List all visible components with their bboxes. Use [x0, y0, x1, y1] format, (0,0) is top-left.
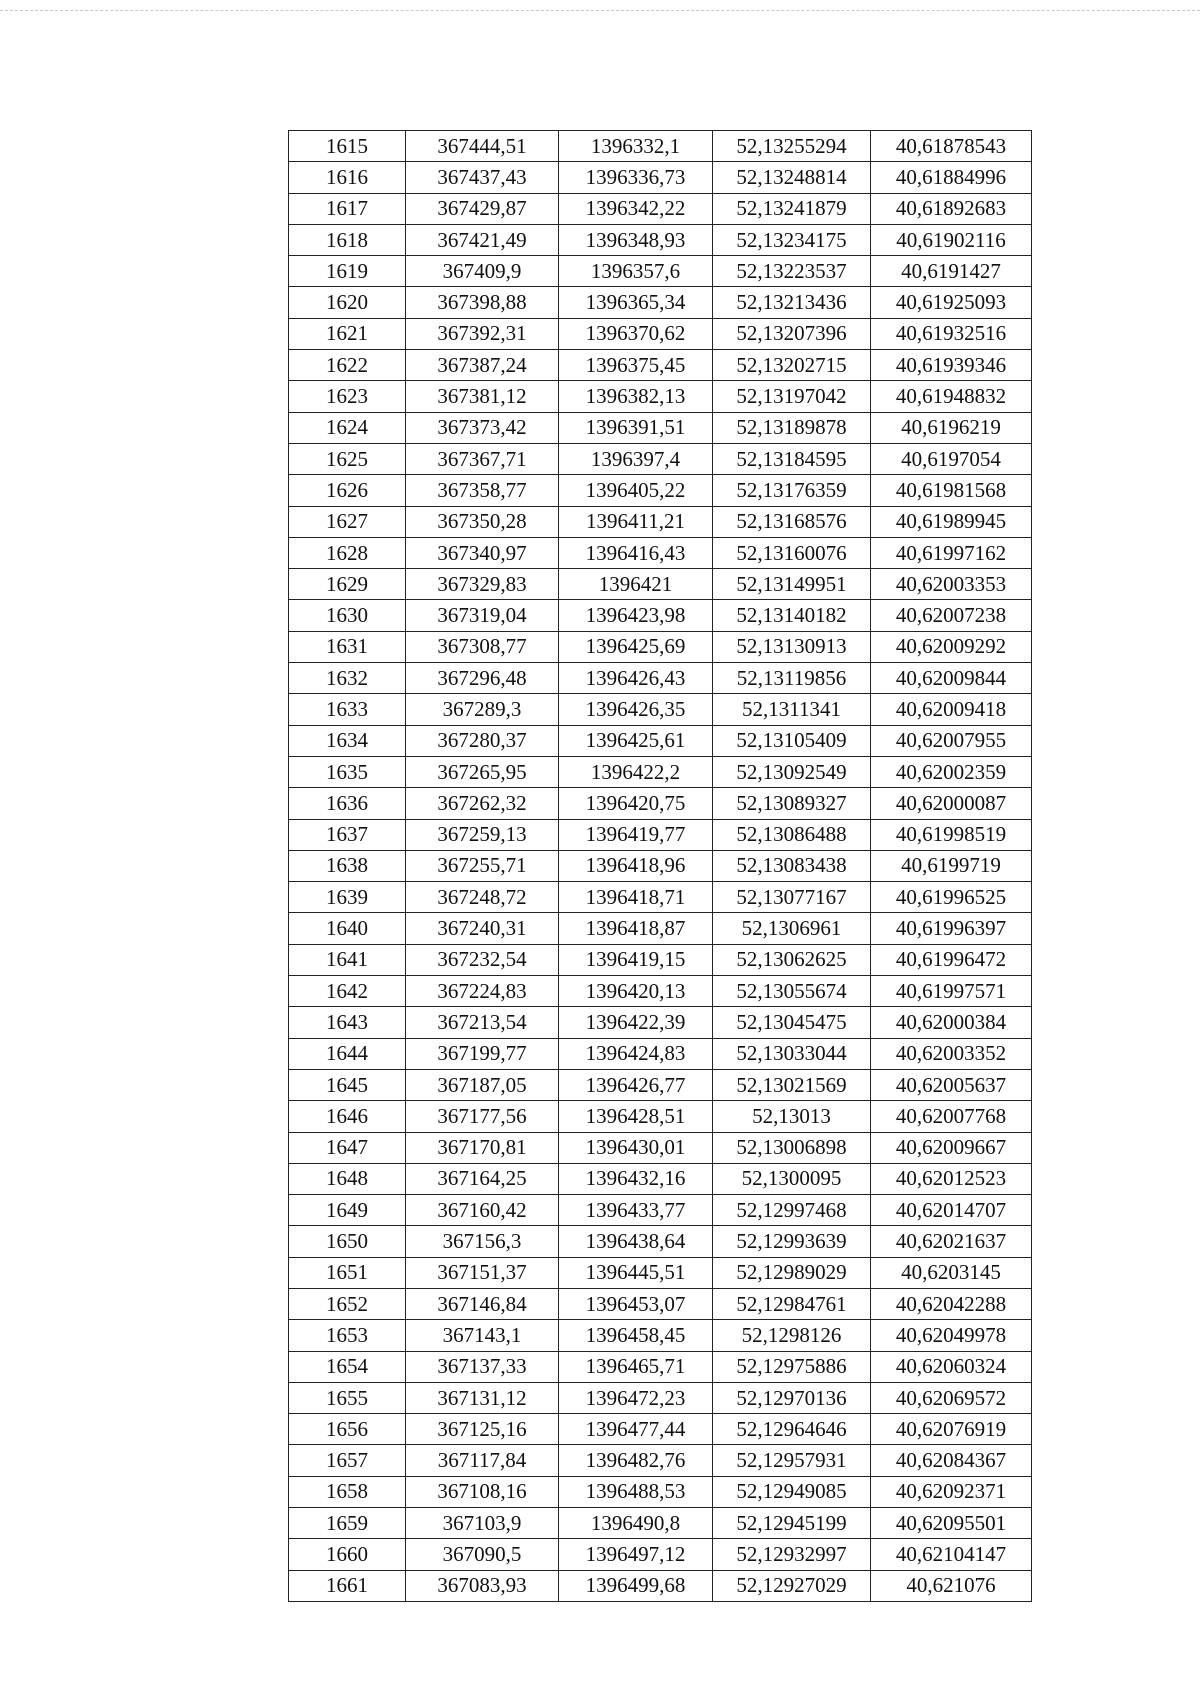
x-coordinate-cell: 367255,71 [406, 850, 559, 881]
x-coordinate-cell: 367358,77 [406, 475, 559, 506]
point-number-cell: 1635 [289, 756, 406, 787]
longitude-cell: 40,6191427 [871, 256, 1032, 287]
table-row [289, 224, 1032, 255]
latitude-cell: 52,13105409 [713, 725, 871, 756]
table-row [289, 537, 1032, 568]
x-coordinate-cell: 367259,13 [406, 819, 559, 850]
point-number-cell: 1644 [289, 1038, 406, 1069]
longitude-cell: 40,6203145 [871, 1257, 1032, 1288]
table-row [289, 412, 1032, 443]
latitude-cell: 52,13092549 [713, 756, 871, 787]
latitude-cell: 52,13248814 [713, 162, 871, 193]
longitude-cell: 40,62000384 [871, 1007, 1032, 1038]
longitude-cell: 40,62005637 [871, 1069, 1032, 1100]
point-number-cell: 1641 [289, 944, 406, 975]
x-coordinate-cell: 367103,9 [406, 1508, 559, 1539]
x-coordinate-cell: 367387,24 [406, 350, 559, 381]
latitude-cell: 52,13119856 [713, 663, 871, 694]
latitude-cell: 52,12970136 [713, 1382, 871, 1413]
x-coordinate-cell: 367429,87 [406, 193, 559, 224]
longitude-cell: 40,62009667 [871, 1132, 1032, 1163]
point-number-cell: 1619 [289, 256, 406, 287]
y-coordinate-cell: 1396418,71 [559, 882, 713, 913]
longitude-cell: 40,62000087 [871, 788, 1032, 819]
x-coordinate-cell: 367308,77 [406, 631, 559, 662]
latitude-cell: 52,13241879 [713, 193, 871, 224]
table-row [289, 913, 1032, 944]
point-number-cell: 1621 [289, 318, 406, 349]
latitude-cell: 52,13234175 [713, 224, 871, 255]
latitude-cell: 52,13089327 [713, 788, 871, 819]
longitude-cell: 40,61948832 [871, 381, 1032, 412]
latitude-cell: 52,13062625 [713, 944, 871, 975]
point-number-cell: 1616 [289, 162, 406, 193]
latitude-cell: 52,13086488 [713, 819, 871, 850]
point-number-cell: 1638 [289, 850, 406, 881]
x-coordinate-cell: 367437,43 [406, 162, 559, 193]
point-number-cell: 1617 [289, 193, 406, 224]
table-row [289, 1288, 1032, 1319]
y-coordinate-cell: 1396425,69 [559, 631, 713, 662]
x-coordinate-cell: 367224,83 [406, 976, 559, 1007]
longitude-cell: 40,61981568 [871, 475, 1032, 506]
y-coordinate-cell: 1396472,23 [559, 1382, 713, 1413]
point-number-cell: 1642 [289, 976, 406, 1007]
point-number-cell: 1636 [289, 788, 406, 819]
table-row [289, 756, 1032, 787]
y-coordinate-cell: 1396332,1 [559, 131, 713, 162]
point-number-cell: 1628 [289, 537, 406, 568]
point-number-cell: 1656 [289, 1414, 406, 1445]
y-coordinate-cell: 1396426,77 [559, 1069, 713, 1100]
point-number-cell: 1660 [289, 1539, 406, 1570]
latitude-cell: 52,1306961 [713, 913, 871, 944]
y-coordinate-cell: 1396477,44 [559, 1414, 713, 1445]
x-coordinate-cell: 367409,9 [406, 256, 559, 287]
x-coordinate-cell: 367392,31 [406, 318, 559, 349]
x-coordinate-cell: 367340,97 [406, 537, 559, 568]
point-number-cell: 1625 [289, 443, 406, 474]
point-number-cell: 1659 [289, 1508, 406, 1539]
y-coordinate-cell: 1396465,71 [559, 1351, 713, 1382]
longitude-cell: 40,62049978 [871, 1320, 1032, 1351]
longitude-cell: 40,62009418 [871, 694, 1032, 725]
latitude-cell: 52,13140182 [713, 600, 871, 631]
longitude-cell: 40,62042288 [871, 1288, 1032, 1319]
y-coordinate-cell: 1396488,53 [559, 1476, 713, 1507]
x-coordinate-cell: 367137,33 [406, 1351, 559, 1382]
latitude-cell: 52,12997468 [713, 1195, 871, 1226]
table-row [289, 131, 1032, 162]
table-row [289, 1445, 1032, 1476]
latitude-cell: 52,1311341 [713, 694, 871, 725]
longitude-cell: 40,62002359 [871, 756, 1032, 787]
point-number-cell: 1649 [289, 1195, 406, 1226]
y-coordinate-cell: 1396433,77 [559, 1195, 713, 1226]
y-coordinate-cell: 1396430,01 [559, 1132, 713, 1163]
longitude-cell: 40,62060324 [871, 1351, 1032, 1382]
x-coordinate-cell: 367177,56 [406, 1101, 559, 1132]
y-coordinate-cell: 1396418,87 [559, 913, 713, 944]
table-row [289, 1038, 1032, 1069]
y-coordinate-cell: 1396423,98 [559, 600, 713, 631]
longitude-cell: 40,6197054 [871, 443, 1032, 474]
y-coordinate-cell: 1396420,13 [559, 976, 713, 1007]
x-coordinate-cell: 367213,54 [406, 1007, 559, 1038]
latitude-cell: 52,13207396 [713, 318, 871, 349]
table-row [289, 1226, 1032, 1257]
longitude-cell: 40,61996525 [871, 882, 1032, 913]
scan-edge-line [0, 10, 1200, 11]
point-number-cell: 1654 [289, 1351, 406, 1382]
point-number-cell: 1624 [289, 412, 406, 443]
point-number-cell: 1648 [289, 1163, 406, 1194]
x-coordinate-cell: 367151,37 [406, 1257, 559, 1288]
longitude-cell: 40,62095501 [871, 1508, 1032, 1539]
point-number-cell: 1632 [289, 663, 406, 694]
y-coordinate-cell: 1396499,68 [559, 1570, 713, 1601]
longitude-cell: 40,62076919 [871, 1414, 1032, 1445]
y-coordinate-cell: 1396419,15 [559, 944, 713, 975]
longitude-cell: 40,62003352 [871, 1038, 1032, 1069]
latitude-cell: 52,13189878 [713, 412, 871, 443]
table-row [289, 287, 1032, 318]
x-coordinate-cell: 367164,25 [406, 1163, 559, 1194]
y-coordinate-cell: 1396365,34 [559, 287, 713, 318]
y-coordinate-cell: 1396497,12 [559, 1539, 713, 1570]
y-coordinate-cell: 1396370,62 [559, 318, 713, 349]
x-coordinate-cell: 367131,12 [406, 1382, 559, 1413]
y-coordinate-cell: 1396416,43 [559, 537, 713, 568]
latitude-cell: 52,12957931 [713, 1445, 871, 1476]
longitude-cell: 40,62007955 [871, 725, 1032, 756]
point-number-cell: 1643 [289, 1007, 406, 1038]
table-row [289, 256, 1032, 287]
latitude-cell: 52,13055674 [713, 976, 871, 1007]
y-coordinate-cell: 1396424,83 [559, 1038, 713, 1069]
y-coordinate-cell: 1396426,43 [559, 663, 713, 694]
latitude-cell: 52,1298126 [713, 1320, 871, 1351]
latitude-cell: 52,13083438 [713, 850, 871, 881]
longitude-cell: 40,61997571 [871, 976, 1032, 1007]
point-number-cell: 1633 [289, 694, 406, 725]
x-coordinate-cell: 367117,84 [406, 1445, 559, 1476]
latitude-cell: 52,13160076 [713, 537, 871, 568]
latitude-cell: 52,13255294 [713, 131, 871, 162]
latitude-cell: 52,13045475 [713, 1007, 871, 1038]
point-number-cell: 1645 [289, 1069, 406, 1100]
point-number-cell: 1653 [289, 1320, 406, 1351]
latitude-cell: 52,12964646 [713, 1414, 871, 1445]
y-coordinate-cell: 1396418,96 [559, 850, 713, 881]
x-coordinate-cell: 367160,42 [406, 1195, 559, 1226]
longitude-cell: 40,62092371 [871, 1476, 1032, 1507]
table-row [289, 1414, 1032, 1445]
table-row [289, 443, 1032, 474]
latitude-cell: 52,13077167 [713, 882, 871, 913]
x-coordinate-cell: 367329,83 [406, 569, 559, 600]
table-row [289, 882, 1032, 913]
latitude-cell: 52,13013 [713, 1101, 871, 1132]
longitude-cell: 40,61902116 [871, 224, 1032, 255]
table-row [289, 1069, 1032, 1100]
latitude-cell: 52,12927029 [713, 1570, 871, 1601]
table-row [289, 193, 1032, 224]
table-row [289, 788, 1032, 819]
table-row [289, 663, 1032, 694]
table-row [289, 1351, 1032, 1382]
longitude-cell: 40,61884996 [871, 162, 1032, 193]
latitude-cell: 52,13213436 [713, 287, 871, 318]
x-coordinate-cell: 367444,51 [406, 131, 559, 162]
y-coordinate-cell: 1396426,35 [559, 694, 713, 725]
y-coordinate-cell: 1396422,2 [559, 756, 713, 787]
x-coordinate-cell: 367146,84 [406, 1288, 559, 1319]
y-coordinate-cell: 1396482,76 [559, 1445, 713, 1476]
longitude-cell: 40,62007768 [871, 1101, 1032, 1132]
point-number-cell: 1657 [289, 1445, 406, 1476]
x-coordinate-cell: 367421,49 [406, 224, 559, 255]
table-row [289, 350, 1032, 381]
y-coordinate-cell: 1396428,51 [559, 1101, 713, 1132]
y-coordinate-cell: 1396422,39 [559, 1007, 713, 1038]
point-number-cell: 1640 [289, 913, 406, 944]
x-coordinate-cell: 367350,28 [406, 506, 559, 537]
table-row [289, 1570, 1032, 1601]
table-row [289, 475, 1032, 506]
longitude-cell: 40,61996397 [871, 913, 1032, 944]
point-number-cell: 1615 [289, 131, 406, 162]
point-number-cell: 1637 [289, 819, 406, 850]
y-coordinate-cell: 1396438,64 [559, 1226, 713, 1257]
x-coordinate-cell: 367125,16 [406, 1414, 559, 1445]
point-number-cell: 1646 [289, 1101, 406, 1132]
point-number-cell: 1634 [289, 725, 406, 756]
point-number-cell: 1626 [289, 475, 406, 506]
table-row [289, 600, 1032, 631]
latitude-cell: 52,13197042 [713, 381, 871, 412]
point-number-cell: 1651 [289, 1257, 406, 1288]
point-number-cell: 1622 [289, 350, 406, 381]
x-coordinate-cell: 367296,48 [406, 663, 559, 694]
table-row [289, 569, 1032, 600]
table-row [289, 725, 1032, 756]
y-coordinate-cell: 1396490,8 [559, 1508, 713, 1539]
point-number-cell: 1661 [289, 1570, 406, 1601]
point-number-cell: 1620 [289, 287, 406, 318]
longitude-cell: 40,62069572 [871, 1382, 1032, 1413]
table-row [289, 1320, 1032, 1351]
latitude-cell: 52,12975886 [713, 1351, 871, 1382]
longitude-cell: 40,61939346 [871, 350, 1032, 381]
coordinates-table [288, 130, 1032, 1602]
x-coordinate-cell: 367373,42 [406, 412, 559, 443]
latitude-cell: 52,13021569 [713, 1069, 871, 1100]
table-row [289, 1101, 1032, 1132]
table-row [289, 1132, 1032, 1163]
latitude-cell: 52,12932997 [713, 1539, 871, 1570]
longitude-cell: 40,61996472 [871, 944, 1032, 975]
latitude-cell: 52,13202715 [713, 350, 871, 381]
point-number-cell: 1629 [289, 569, 406, 600]
y-coordinate-cell: 1396382,13 [559, 381, 713, 412]
longitude-cell: 40,62009844 [871, 663, 1032, 694]
longitude-cell: 40,61925093 [871, 287, 1032, 318]
longitude-cell: 40,62012523 [871, 1163, 1032, 1194]
table-row [289, 506, 1032, 537]
point-number-cell: 1623 [289, 381, 406, 412]
longitude-cell: 40,61878543 [871, 131, 1032, 162]
x-coordinate-cell: 367083,93 [406, 1570, 559, 1601]
point-number-cell: 1655 [289, 1382, 406, 1413]
x-coordinate-cell: 367319,04 [406, 600, 559, 631]
table-row [289, 1476, 1032, 1507]
x-coordinate-cell: 367108,16 [406, 1476, 559, 1507]
y-coordinate-cell: 1396357,6 [559, 256, 713, 287]
latitude-cell: 52,12949085 [713, 1476, 871, 1507]
table-row [289, 976, 1032, 1007]
latitude-cell: 52,13223537 [713, 256, 871, 287]
y-coordinate-cell: 1396458,45 [559, 1320, 713, 1351]
y-coordinate-cell: 1396336,73 [559, 162, 713, 193]
x-coordinate-cell: 367143,1 [406, 1320, 559, 1351]
y-coordinate-cell: 1396425,61 [559, 725, 713, 756]
x-coordinate-cell: 367280,37 [406, 725, 559, 756]
table-row [289, 381, 1032, 412]
x-coordinate-cell: 367248,72 [406, 882, 559, 913]
y-coordinate-cell: 1396375,45 [559, 350, 713, 381]
point-number-cell: 1639 [289, 882, 406, 913]
table-row [289, 1007, 1032, 1038]
longitude-cell: 40,62007238 [871, 600, 1032, 631]
table-row [289, 318, 1032, 349]
latitude-cell: 52,13168576 [713, 506, 871, 537]
longitude-cell: 40,61989945 [871, 506, 1032, 537]
x-coordinate-cell: 367199,77 [406, 1038, 559, 1069]
longitude-cell: 40,62014707 [871, 1195, 1032, 1226]
table-row [289, 819, 1032, 850]
table-row [289, 631, 1032, 662]
table-row [289, 1257, 1032, 1288]
latitude-cell: 52,12945199 [713, 1508, 871, 1539]
latitude-cell: 52,13149951 [713, 569, 871, 600]
y-coordinate-cell: 1396397,4 [559, 443, 713, 474]
longitude-cell: 40,61998519 [871, 819, 1032, 850]
point-number-cell: 1618 [289, 224, 406, 255]
table-row [289, 1163, 1032, 1194]
point-number-cell: 1627 [289, 506, 406, 537]
table-row [289, 162, 1032, 193]
latitude-cell: 52,12989029 [713, 1257, 871, 1288]
point-number-cell: 1658 [289, 1476, 406, 1507]
point-number-cell: 1650 [289, 1226, 406, 1257]
y-coordinate-cell: 1396419,77 [559, 819, 713, 850]
x-coordinate-cell: 367367,71 [406, 443, 559, 474]
table-row [289, 1539, 1032, 1570]
longitude-cell: 40,62021637 [871, 1226, 1032, 1257]
latitude-cell: 52,13006898 [713, 1132, 871, 1163]
y-coordinate-cell: 1396348,93 [559, 224, 713, 255]
latitude-cell: 52,12993639 [713, 1226, 871, 1257]
longitude-cell: 40,6196219 [871, 412, 1032, 443]
latitude-cell: 52,12984761 [713, 1288, 871, 1319]
x-coordinate-cell: 367232,54 [406, 944, 559, 975]
longitude-cell: 40,62009292 [871, 631, 1032, 662]
y-coordinate-cell: 1396453,07 [559, 1288, 713, 1319]
longitude-cell: 40,62003353 [871, 569, 1032, 600]
x-coordinate-cell: 367156,3 [406, 1226, 559, 1257]
longitude-cell: 40,61997162 [871, 537, 1032, 568]
table-row [289, 850, 1032, 881]
x-coordinate-cell: 367240,31 [406, 913, 559, 944]
point-number-cell: 1647 [289, 1132, 406, 1163]
x-coordinate-cell: 367170,81 [406, 1132, 559, 1163]
longitude-cell: 40,6199719 [871, 850, 1032, 881]
y-coordinate-cell: 1396411,21 [559, 506, 713, 537]
table-row [289, 944, 1032, 975]
point-number-cell: 1631 [289, 631, 406, 662]
longitude-cell: 40,62084367 [871, 1445, 1032, 1476]
point-number-cell: 1630 [289, 600, 406, 631]
latitude-cell: 52,1300095 [713, 1163, 871, 1194]
table-row [289, 1508, 1032, 1539]
latitude-cell: 52,13130913 [713, 631, 871, 662]
point-number-cell: 1652 [289, 1288, 406, 1319]
x-coordinate-cell: 367398,88 [406, 287, 559, 318]
x-coordinate-cell: 367381,12 [406, 381, 559, 412]
longitude-cell: 40,61892683 [871, 193, 1032, 224]
y-coordinate-cell: 1396421 [559, 569, 713, 600]
y-coordinate-cell: 1396432,16 [559, 1163, 713, 1194]
latitude-cell: 52,13184595 [713, 443, 871, 474]
longitude-cell: 40,61932516 [871, 318, 1032, 349]
y-coordinate-cell: 1396342,22 [559, 193, 713, 224]
y-coordinate-cell: 1396405,22 [559, 475, 713, 506]
x-coordinate-cell: 367265,95 [406, 756, 559, 787]
x-coordinate-cell: 367090,5 [406, 1539, 559, 1570]
table-row [289, 1382, 1032, 1413]
y-coordinate-cell: 1396445,51 [559, 1257, 713, 1288]
table-row [289, 1195, 1032, 1226]
longitude-cell: 40,62104147 [871, 1539, 1032, 1570]
coordinates-table-body [289, 131, 1032, 1602]
y-coordinate-cell: 1396391,51 [559, 412, 713, 443]
x-coordinate-cell: 367262,32 [406, 788, 559, 819]
x-coordinate-cell: 367187,05 [406, 1069, 559, 1100]
table-row [289, 694, 1032, 725]
longitude-cell: 40,621076 [871, 1570, 1032, 1601]
latitude-cell: 52,13033044 [713, 1038, 871, 1069]
y-coordinate-cell: 1396420,75 [559, 788, 713, 819]
latitude-cell: 52,13176359 [713, 475, 871, 506]
x-coordinate-cell: 367289,3 [406, 694, 559, 725]
